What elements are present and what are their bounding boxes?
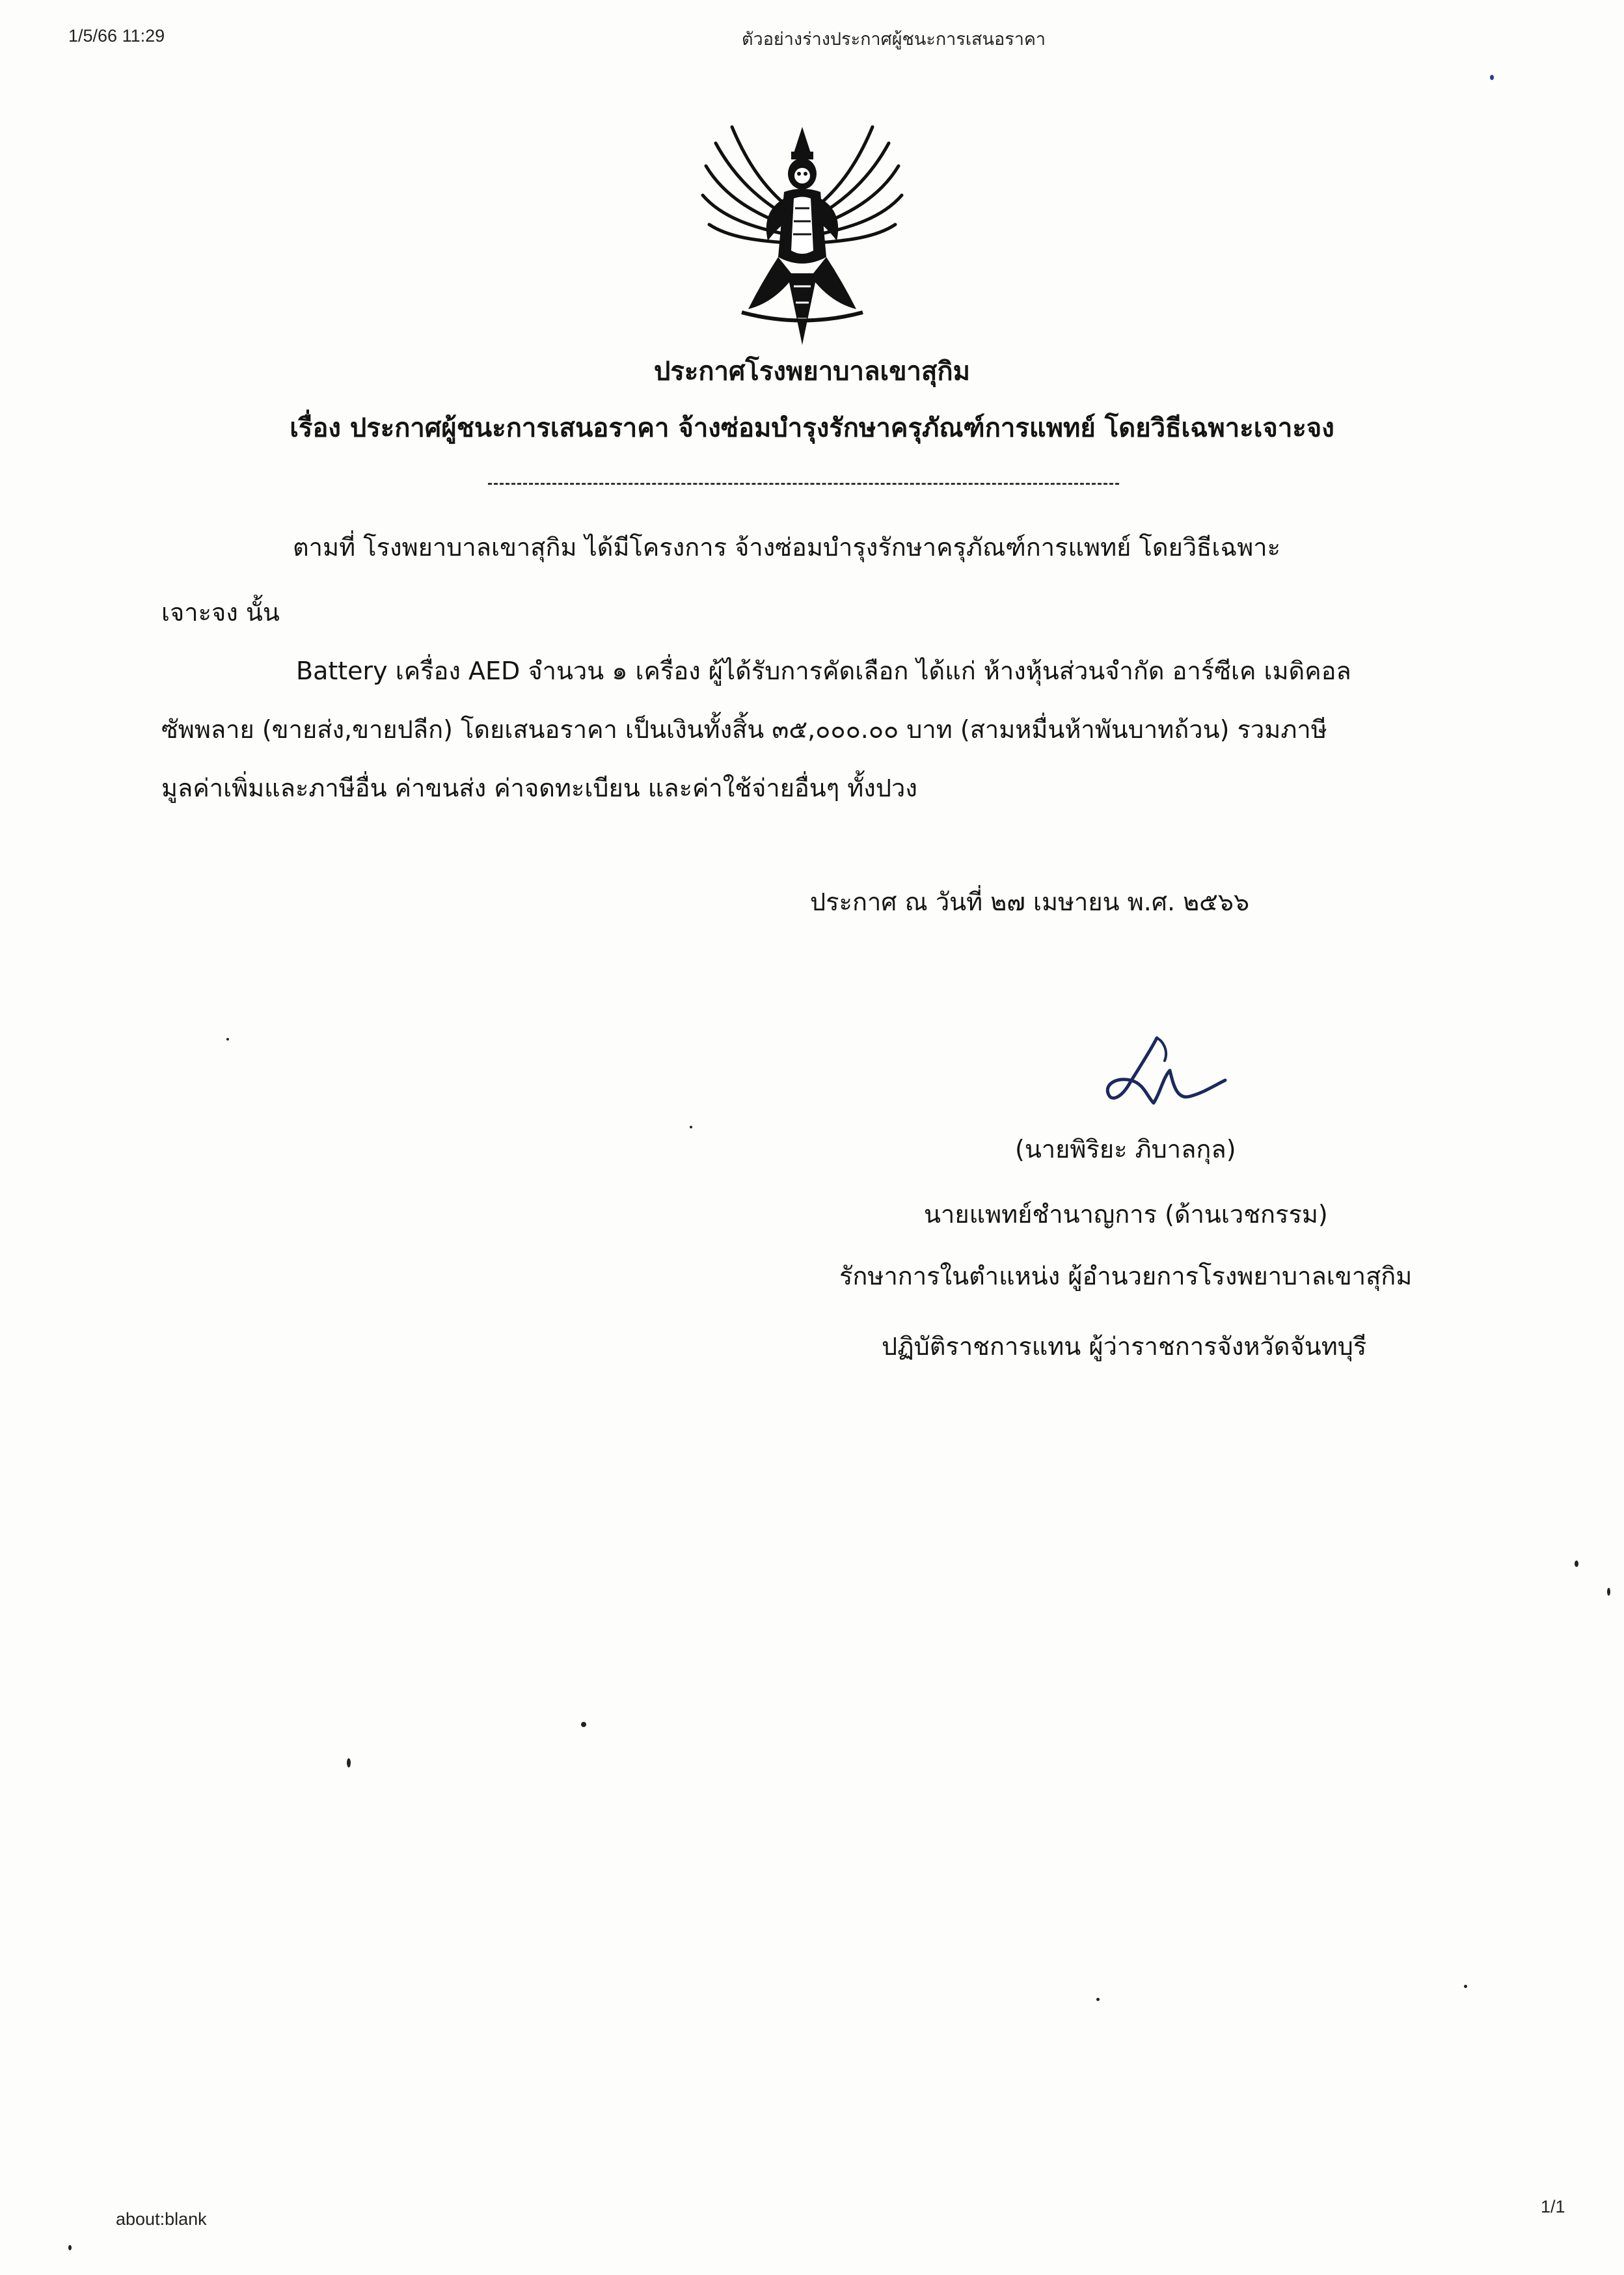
scan-speck: [1575, 1560, 1578, 1567]
body-para1-line2: เจาะจง นั้น: [161, 598, 280, 627]
title-separator: [488, 483, 1119, 485]
scan-speck: [581, 1722, 586, 1727]
scan-speck: [1490, 75, 1494, 80]
scan-speck: [226, 1038, 229, 1041]
body-para2-line3: มูลค่าเพิ่มและภาษีอื่น ค่าขนส่ง ค่าจดทะเบียน และค่าใช้จ่ายอื่นๆ ทั้งปวง: [161, 774, 917, 802]
signatory-position-2: รักษาการในตำแหน่ง ผู้อำนวยการโรงพยาบาลเขาสุกิม: [839, 1262, 1413, 1290]
announcement-date: ประกาศ ณ วันที่ ๒๗ เมษายน พ.ศ. ๒๕๖๖: [810, 888, 1250, 916]
handwritten-signature-icon: [1092, 1031, 1228, 1123]
scan-speck: [347, 1758, 351, 1767]
print-datetime: 1/5/66 11:29: [68, 26, 165, 46]
scan-speck: [1464, 1985, 1467, 1988]
body-para1-line1: ตามที่ โรงพยาบาลเขาสุกิม ได้มีโครงการ จ้างซ่อมบำรุงรักษาครุภัณฑ์การแพทย์ โดยวิธีเฉพาะ: [293, 533, 1281, 562]
scan-speck: [1096, 1998, 1100, 2001]
garuda-emblem-icon: [696, 114, 908, 349]
announcement-title: ประกาศโรงพยาบาลเขาสุกิม: [653, 357, 971, 387]
print-footer-url: about:blank: [116, 2209, 207, 2229]
print-doc-title: ตัวอย่างร่างประกาศผู้ชนะการเสนอราคา: [742, 29, 1046, 49]
scan-speck: [1607, 1588, 1610, 1596]
scan-speck: [68, 2245, 72, 2250]
body-para2-line2: ซัพพลาย (ขายส่ง,ขายปลีก) โดยเสนอราคา เป็นเงินทั้งสิ้น ๓๕,๐๐๐.๐๐ บาท (สามหมื่นห้าพันบาทถ้วน) รวมภาษี: [161, 715, 1327, 744]
body-para2-line1: Battery เครื่อง AED จำนวน ๑ เครื่อง ผู้ได้รับการคัดเลือก ได้แก่ ห้างหุ้นส่วนจำกัด อาร์ซีเค เมดิคอล: [296, 657, 1351, 685]
signatory-name: (นายพิริยะ ภิบาลกุล): [1015, 1135, 1236, 1164]
announcement-subject: เรื่อง ประกาศผู้ชนะการเสนอราคา จ้างซ่อมบำรุงรักษาครุภัณฑ์การแพทย์ โดยวิธีเฉพาะเจาะจง: [290, 413, 1334, 443]
signatory-position-3: ปฏิบัติราชการแทน ผู้ว่าราชการจังหวัดจันทบุรี: [882, 1332, 1367, 1361]
signatory-position-1: นายแพทย์ชำนาญการ (ด้านเวชกรรม): [924, 1200, 1328, 1229]
scan-speck: [690, 1126, 692, 1128]
print-footer-page: 1/1: [1541, 2197, 1565, 2216]
